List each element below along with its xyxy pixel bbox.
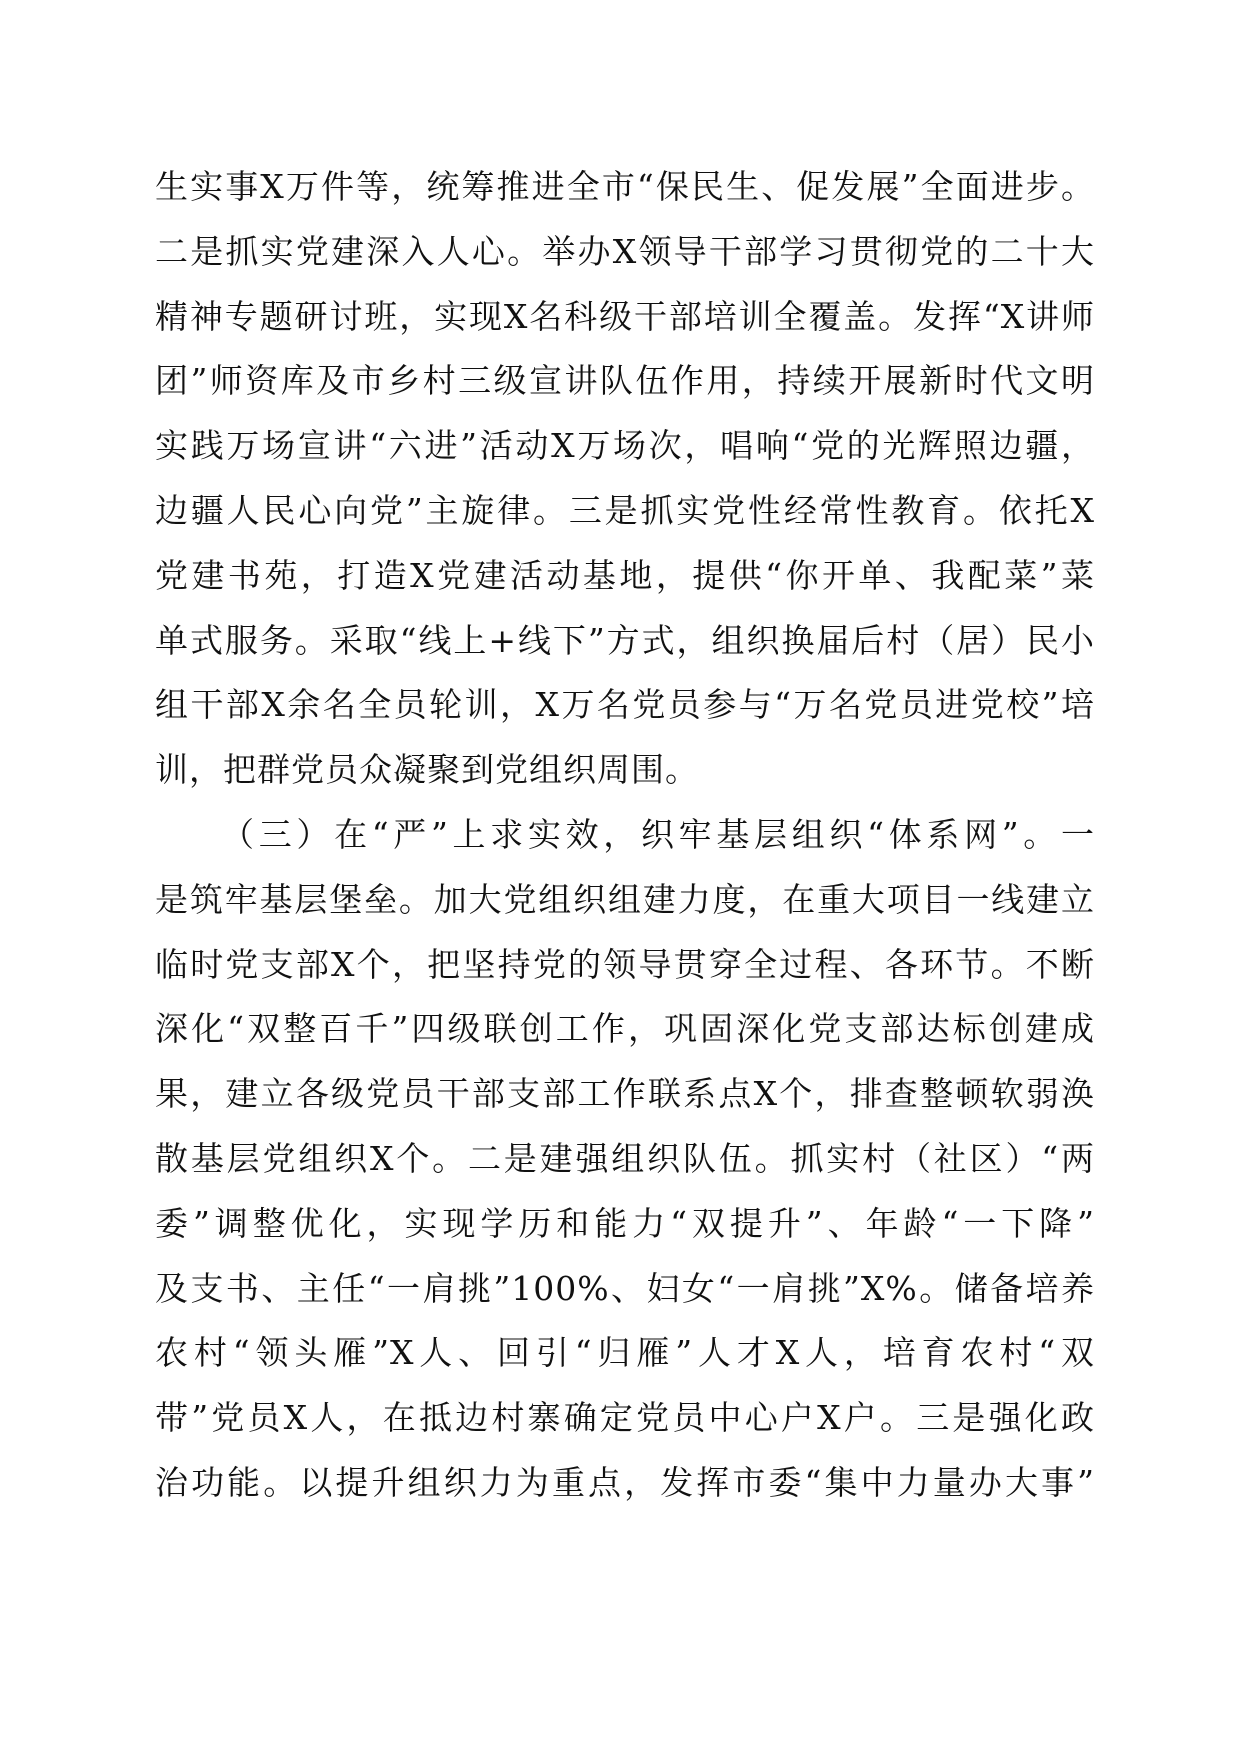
text-line: 团”师资库及市乡村三级宣讲队伍作用，持续开展新时代文明	[155, 361, 1095, 401]
text-line: 临时党支部X个，把坚持党的领导贯穿全过程、各环节。不断	[155, 944, 1095, 984]
text-line: 生实事X万件等，统筹推进全市“保民生、促发展”全面进步。	[155, 167, 1095, 206]
text-line: 单式服务。采取“线上+线下”方式，组织换届后村（居）民小	[155, 620, 1095, 660]
text-line: 精神专题研讨班，实现X名科级干部培训全覆盖。发挥“X讲师	[155, 296, 1095, 336]
text-line: 散基层党组织X个。二是建强组织队伍。抓实村（社区）“两	[155, 1138, 1095, 1178]
text-line: 党建书苑，打造X党建活动基地，提供“你开单、我配菜”菜	[155, 555, 1095, 595]
text-line: 边疆人民心向党”主旋律。三是抓实党性经常性教育。依托X	[155, 490, 1095, 530]
text-line: 及支书、主任“一肩挑”100%、妇女“一肩挑”X%。储备培养	[155, 1268, 1095, 1308]
text-line: 实践万场宣讲“六进”活动X万场次，唱响“党的光辉照边疆，	[155, 426, 1095, 466]
text-line: 组干部X余名全员轮训，X万名党员参与“万名党员进党校”培	[155, 685, 1095, 725]
text-line: 农村“领头雁”X人、回引“归雁”人才X人，培育农村“双	[155, 1333, 1095, 1373]
section-heading-line: （三）在“严”上求实效，织牢基层组织“体系网”。一	[221, 814, 1095, 854]
text-line: 带”党员X人，在抵边村寨确定党员中心户X户。三是强化政	[155, 1398, 1095, 1438]
text-line: 是筑牢基层堡垒。加大党组织组建力度，在重大项目一线建立	[155, 879, 1095, 919]
text-line: 深化“双整百千”四级联创工作，巩固深化党支部达标创建成	[155, 1009, 1095, 1049]
text-line: 二是抓实党建深入人心。举办X领导干部学习贯彻党的二十大	[155, 231, 1095, 271]
body-text	[155, 155, 1095, 1516]
text-line: 委”调整优化，实现学历和能力“双提升”、年龄“一下降”	[155, 1203, 1095, 1243]
text-line: 训，把群党员众凝聚到党组织周围。	[155, 750, 699, 790]
text-line: 果，建立各级党员干部支部工作联系点X个，排查整顿软弱涣	[155, 1074, 1095, 1114]
text-line: 治功能。以提升组织力为重点，发挥市委“集中力量办大事”	[155, 1462, 1095, 1502]
